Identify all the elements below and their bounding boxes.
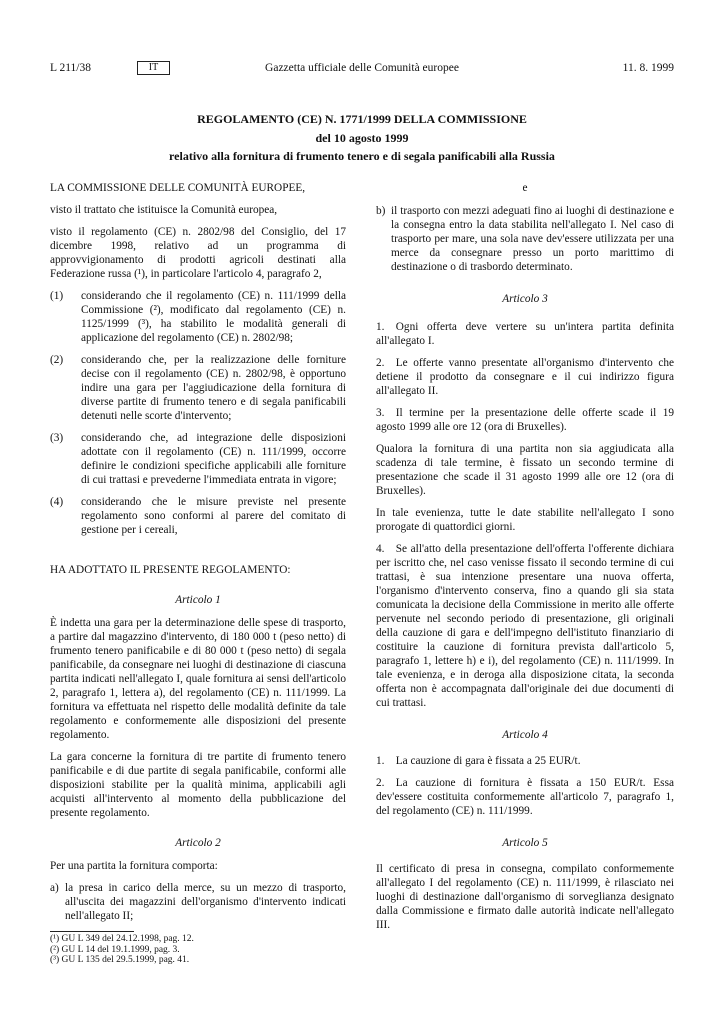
- visto-treaty: visto il trattato che istituisce la Comunità europea,: [50, 204, 278, 216]
- regulation-date: del 10 agosto 1999: [315, 130, 409, 145]
- article-4-paragraph: 1. La cauzione di gara è fissata a 25 EUR/t.: [376, 755, 581, 767]
- journal-name: Gazzetta ufficiale delle Comunità europee: [265, 62, 459, 74]
- enacting-formula: HA ADOTTATO IL PRESENTE REGOLAMENTO:: [50, 564, 291, 576]
- regulation-subject: relativo alla fornitura di frumento tenero e di segala panificabili alla Russia: [169, 149, 555, 163]
- journal-reference: L 211/38: [50, 62, 91, 74]
- article-3-paragraph: Qualora la fornitura di una partita non sia aggiudicata alla scadenza di tale termine, è fissato un secondo termine di presentazione che scade il 31 agosto 1999 alle ore 12 (ora di Bruxelles).: [376, 443, 674, 497]
- article-2-heading: Articolo 2: [175, 837, 221, 849]
- footnote: (¹) GU L 349 del 24.12.1998, pag. 12.: [50, 934, 194, 944]
- article-2-item-a: [50, 881, 346, 923]
- right-column: [376, 181, 674, 940]
- article-3-paragraph: 4. Se all'atto della presentazione dell'offerta l'offerente dichiara per iscritto che, nel caso venisse fissato il secondo termine di cui trattasi, è sua intenzione presentare una nuova offerta, l'organismo d'intervento conserva, fino a quando gli sia stata comunicata la decisione della Commissione in merito alle offerte pervenute nel secondo periodo di presentazione, gli originali della cauzione di gara e dell'impegno dell'istituto finanziario di costituire la cauzione di fornitura prevista dall'articolo 5, paragrafo 1, lettere h) e i), del regolamento (CE) n. 111/1999. In tale evenienza, e in deroga alla disposizione citata, la seconda offerta non è accompagnata dall'originale dei due documenti di cui trattasi.: [376, 543, 674, 709]
- recital-number: (2): [50, 354, 64, 366]
- item-letter: b): [376, 205, 386, 217]
- item-text: la presa in carico della merce, su un mezzo di trasporto, all'uscita dei magazzini dell'organismo d'intervento indicati nell'allegato II;: [65, 882, 346, 922]
- article-1-paragraph: È indetta una gara per la determinazione delle spese di trasporto, a partire dal magazzino d'intervento, di 180 000 t (peso netto) di frumento tenero panificabile e di 80 000 t (peso netto) di segala panificabile, da consegnare nei luoghi di destinazione di ciascuna partita indicati nell'allegato I, quale fornitura ai sensi dell'articolo 2, paragrafo 1, lettera a), del regolamento (CE) n. 111/1999. La fornitura va effettuata nel rispetto delle modalità definite da tale regolamento e conformemente alle disposizioni del presente regolamento.: [50, 617, 346, 741]
- article-1-heading: Articolo 1: [175, 594, 221, 606]
- article-4-paragraph: 2. La cauzione di fornitura è fissata a 150 EUR/t. Essa dev'essere costituita conformemente all'articolo 7, paragrafo 1, del regolamento (CE) n. 111/1999.: [376, 777, 674, 817]
- article-4-heading: Articolo 4: [502, 729, 548, 741]
- regulation-number: REGOLAMENTO (CE) N. 1771/1999 DELLA COMMISSIONE: [197, 112, 527, 126]
- recital: [50, 289, 346, 345]
- recital-text: considerando che il regolamento (CE) n. 111/1999 della Commissione (²), modificato dal regolamento (CE) n. 1125/1999 (³), ha stabilito le modalità generali di applicazione del regolamento (CE) n. 2802/98;: [81, 290, 346, 344]
- article-2-intro: Per una partita la fornitura comporta:: [50, 860, 218, 872]
- left-column: [50, 181, 346, 931]
- visto-regulation: visto il regolamento (CE) n. 2802/98 del Consiglio, del 17 dicembre 1998, relativo ad un programma di approvvigionamento di prodotti agricoli destinati alla Federazione russa (¹), in particolare l'articolo 4, paragrafo 2,: [50, 226, 346, 280]
- preamble-intro: LA COMMISSIONE DELLE COMUNITÀ EUROPEE,: [50, 182, 306, 194]
- recital: [50, 431, 346, 487]
- article-3-paragraph: In tale evenienza, tutte le date stabilite nell'allegato I sono prorogate di quattordici giorni.: [376, 507, 674, 533]
- recital-number: (4): [50, 496, 64, 508]
- recital-text: considerando che, ad integrazione delle disposizioni adottate con il regolamento (CE) n. 111/1999, occorre definire le condizioni specifiche applicabili alle forniture di cui trattasi e prevederne l'immediata entrata in vigore;: [81, 432, 346, 486]
- item-text: il trasporto con mezzi adeguati fino ai luoghi di destinazione e la consegna entro la data stabilita nell'allegato I. Nel caso di trasporto per mare, una sola nave dev'essere utilizzata per una merce da consegnare presso un porto marittimo di destinazione o di trasbordo determinato.: [391, 205, 674, 273]
- footnote: (³) GU L 135 del 29.5.1999, pag. 41.: [50, 955, 190, 965]
- recital: [50, 495, 346, 537]
- language-code-box: IT: [137, 61, 170, 75]
- article-1-paragraph: La gara concerne la fornitura di tre partite di frumento tenero panificabile e di due partite di segala panificabile, conformi alle disposizioni stabilite per la qualità minima, applicabili agli acquisti all'intervento al momento della pubblicazione del presente regolamento.: [50, 751, 346, 819]
- footnote-rule: [50, 931, 134, 932]
- article-5-heading: Articolo 5: [502, 837, 548, 849]
- regulation-title: [50, 110, 674, 166]
- article-3-paragraph: 1. Ogni offerta deve vertere su un'intera partita definita all'allegato I.: [376, 321, 674, 347]
- page-header: [50, 60, 674, 76]
- footnote: (²) GU L 14 del 19.1.1999, pag. 3.: [50, 944, 180, 955]
- conjunction: e: [522, 182, 528, 194]
- publication-date: 11. 8. 1999: [622, 62, 674, 74]
- article-3-paragraph: 3. Il termine per la presentazione delle offerte scade il 19 agosto 1999 alle ore 12 (ora di Bruxelles).: [376, 407, 674, 433]
- recital: [50, 353, 346, 423]
- article-2-item-b: [376, 204, 674, 274]
- recital-text: considerando che, per la realizzazione delle forniture decise con il regolamento (CE) n. 2802/98, è opportuno indire una gara per l'aggiudicazione della fornitura di diverse partite di frumento tenero e di segala panificabili detenuti nelle scorte d'intervento;: [81, 354, 346, 422]
- item-letter: a): [50, 882, 59, 894]
- article-3-paragraph: 2. Le offerte vanno presentate all'organismo d'intervento che detiene il prodotto da consegnare e il cui indirizzo figura all'allegato II.: [376, 357, 674, 397]
- recital-number: (1): [50, 290, 64, 302]
- footnotes: [50, 931, 346, 966]
- article-3-heading: Articolo 3: [502, 293, 548, 305]
- recital-text: considerando che le misure previste nel presente regolamento sono conformi al parere del comitato di gestione per i cereali,: [81, 496, 346, 536]
- article-5-paragraph: Il certificato di presa in consegna, compilato conformemente all'allegato I del regolamento (CE) n. 111/1999, è rilasciato nei luoghi di destinazione dall'organismo di sorveglianza designato dalla Commissione e firmato dalle autorità indicate nell'allegato III.: [376, 863, 674, 931]
- recital-number: (3): [50, 432, 64, 444]
